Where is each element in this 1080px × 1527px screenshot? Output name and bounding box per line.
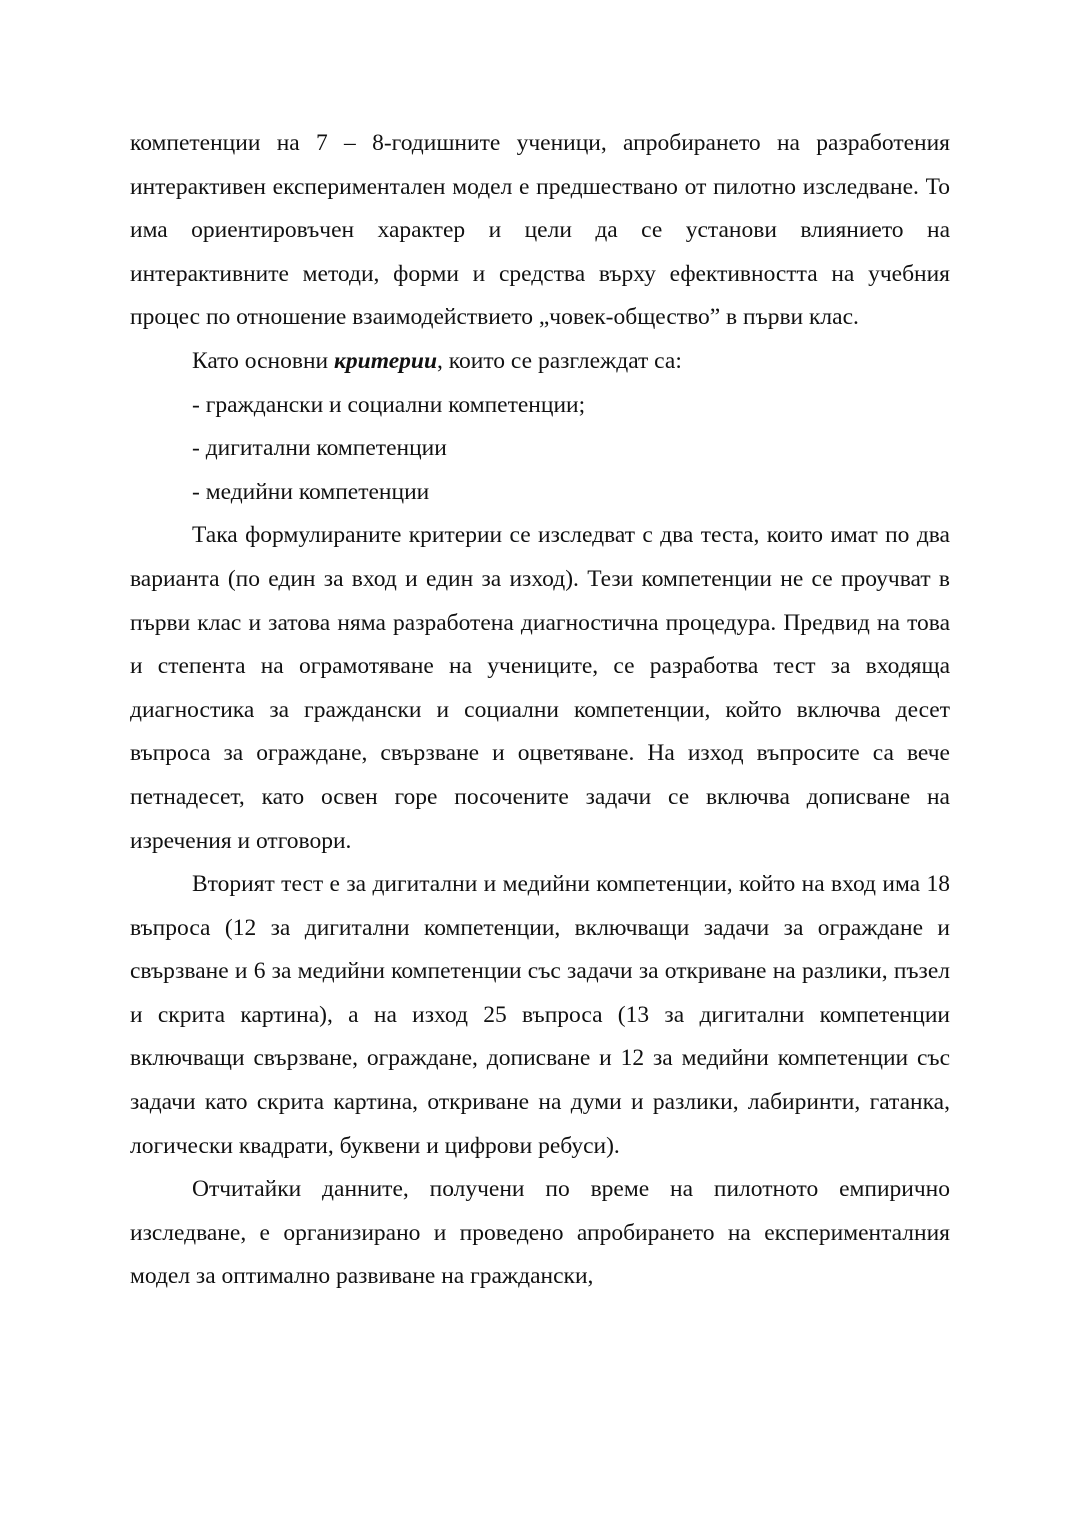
paragraph-second-test: Вторият тест е за дигитални и медийни компетенции, който на вход има 18 въпроса (12 за дигитални компетенции, включващи задачи за ограждане и свързване и 6 за медийни компетенции със задачи за откриване на разлики, пъзел и скрита картина), а на изход 25 въпроса (13 за дигитални компетенции включващи свързване, ограждане, дописване и 12 за медийни компетенции със задачи като скрита картина, откриване на думи и разлики, лабиринти, гатанка, логически квадрати, буквени и цифрови ребуси). xyxy=(130,871,950,1159)
criteria-lead-tail: , които се разглеждат са: xyxy=(437,347,682,374)
criteria-emphasis: критерии xyxy=(334,347,438,374)
criteria-list-item: - медийни компетенции xyxy=(192,478,430,505)
criteria-lead-text: Като основни xyxy=(192,347,334,374)
paragraph-criteria-lead xyxy=(130,340,950,384)
paragraph-intro: компетенции на 7 – 8-годишните ученици, апробирането на разработения интерактивен експериментален модел е предшествано от пилотно изследване. То има ориентировъчен характер и цели да се установи влиянието на интерактивните методи, форми и средства върху ефективността на учебния процес по отношение взаимодействието „човек-общество” в първи клас. xyxy=(130,130,950,331)
criteria-list-item: - дигитални компетенции xyxy=(192,435,447,462)
criteria-list-item: - граждански и социални компетенции; xyxy=(192,391,586,418)
paragraph-conclusion: Отчитайки данните, получени по време на пилотното емпирично изследване, е организирано и проведено апробирането на експерименталния модел за оптимално развиване на граждански, xyxy=(130,1176,950,1290)
document-page xyxy=(130,122,950,1299)
paragraph-tests: Така формулираните критерии се изследват с два теста, които имат по два варианта (по един за вход и един за изход). Тези компетенции не се проучват в първи клас и затова няма разработена диагностична процедура. Предвид на това и степента на ограмотяване на учениците, се разработва тест за входяща диагностика за граждански и социални компетенции, който включва десет въпроса за ограждане, свързване и оцветяване. На изход въпросите са вече петнадесет, като освен горе посочените задачи се включва дописване на изречения и отговори. xyxy=(130,522,950,854)
